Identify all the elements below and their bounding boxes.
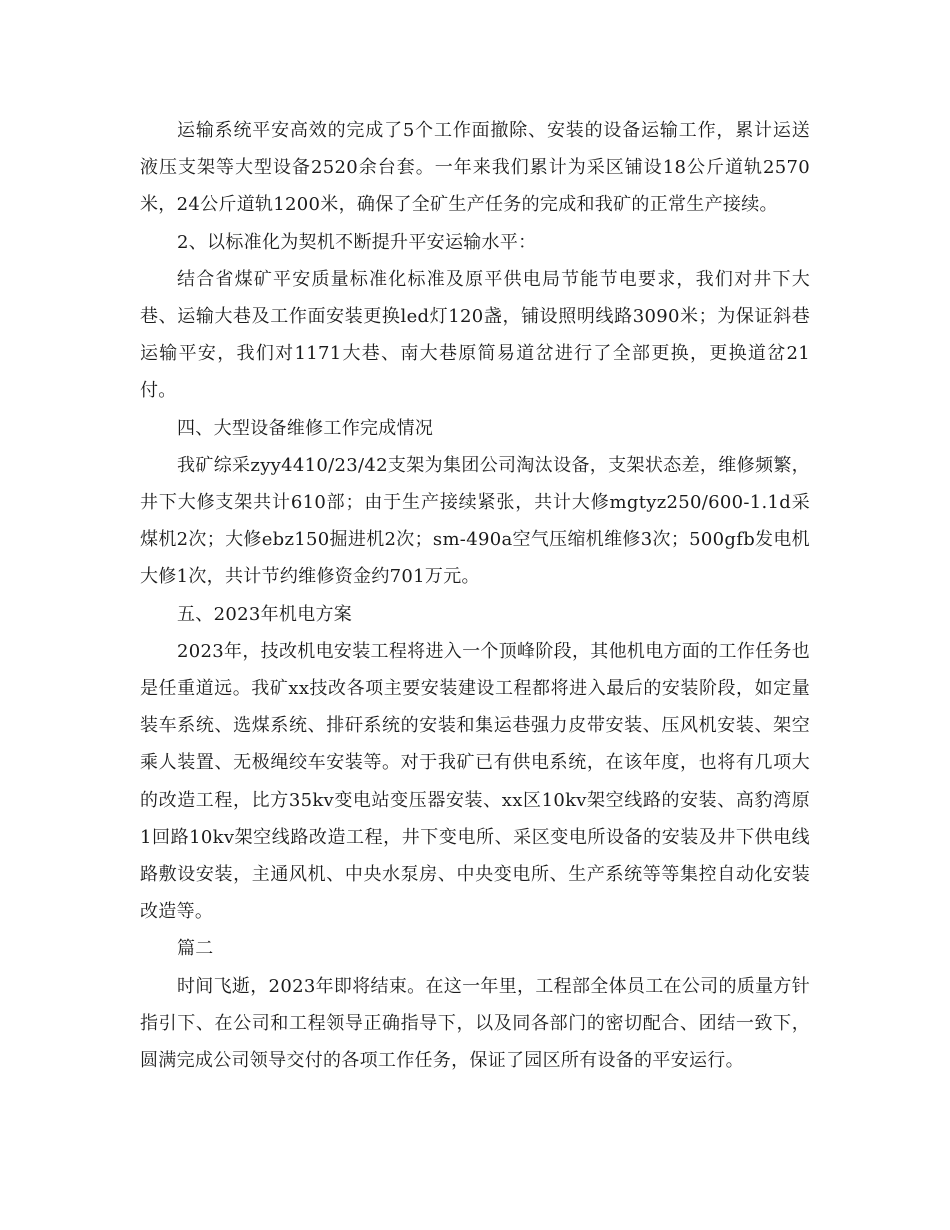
paragraph-maintenance-detail: 我矿综采zyy4410/23/42支架为集团公司淘汰设备，支架状态差，维修频繁，井下大修支架共计610部；由于生产接续紧张，共计大修mgtyz250/600-1.1d采煤机2次；大修ebz150掘进机2次；sm-490a空气压缩机维修3次；500gfb发电机大修1次，共计节约维修资金约701万元。	[140, 454, 810, 588]
paragraph-heading-part-two: 篇二	[177, 938, 214, 960]
paragraph-part-two-intro: 时间飞逝，2023年即将结束。在这一年里，工程部全体员工在公司的质量方针指引下、在公司和工程领导正确指导下，以及同各部门的密切配合、团结一致下，圆满完成公司领导交付的各项工作任务，保证了园区所有设备的平安运行。	[140, 975, 810, 1072]
paragraph-heading-maintenance: 四、大型设备维修工作完成情况	[177, 417, 434, 439]
document-body	[140, 112, 810, 1079]
paragraph-transport-summary: 运输系统平安高效的完成了5个工作面撤除、安装的设备运输工作，累计运送液压支架等大型设备2520余台套。一年来我们累计为采区铺设18公斤道轨2570米，24公斤道轨1200米，确保了全矿生产任务的完成和我矿的正常生产接续。	[140, 120, 810, 216]
paragraph-plan-detail: 2023年，技改机电安装工程将进入一个顶峰阶段，其他机电方面的工作任务也是任重道远。我矿xx技改各项主要安装建设工程都将进入最后的安装阶段，如定量装车系统、选煤系统、排矸系统的安装和集运巷强力皮带安装、压风机安装、架空乘人装置、无极绳绞车安装等。对于我矿已有供电系统，在该年度，也将有几项大的改造工程，比方35kv变电站变压器安装、xx区10kv架空线路的安装、高豹湾原1回路10kv架空线路改造工程，井下变电所、采区变电所设备的安装及井下供电线路敷设安装，主通风机、中央水泵房、中央变电所、生产系统等等集控自动化安装改造等。	[140, 640, 810, 923]
paragraph-heading-plan: 五、2023年机电方案	[177, 603, 353, 625]
paragraph-standardization-detail: 结合省煤矿平安质量标准化标准及原平供电局节能节电要求，我们对井下大巷、运输大巷及工作面安装更换led灯120盏，铺设照明线路3090米；为保证斜巷运输平安，我们对1171大巷、南大巷原简易道岔进行了全部更换，更换道岔21付。	[140, 268, 810, 402]
paragraph-heading-standardization: 2、以标准化为契机不断提升平安运输水平：	[177, 231, 537, 253]
